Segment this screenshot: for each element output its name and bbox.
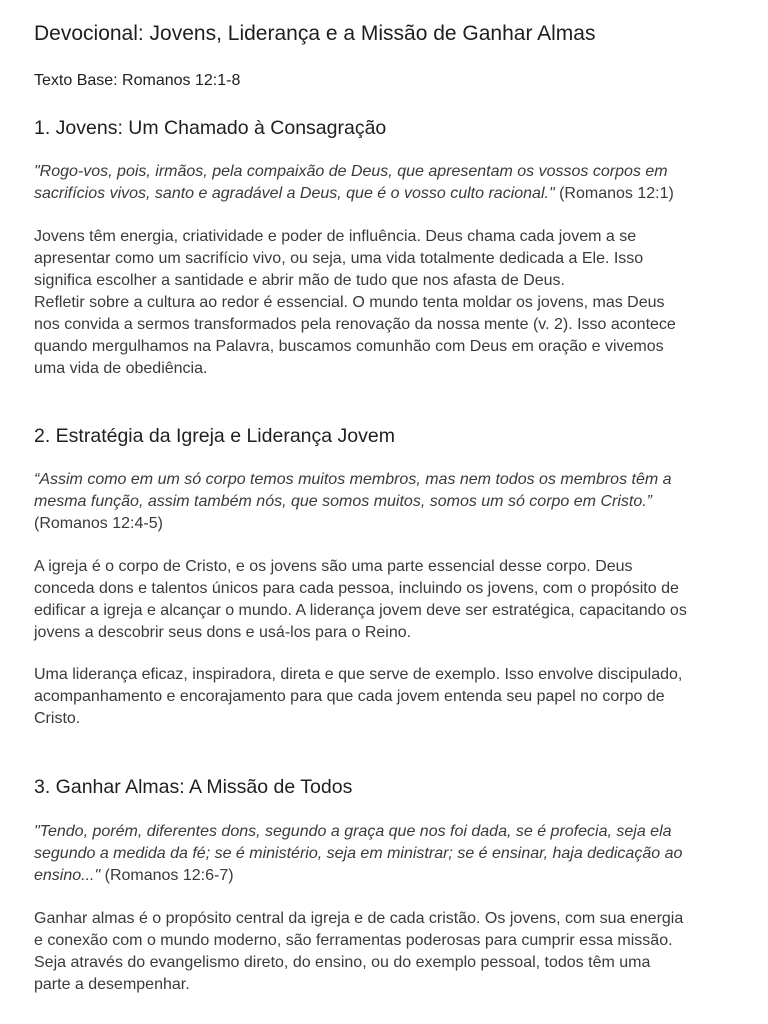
section-3-paragraph [34, 908, 734, 996]
paragraph-line: Jovens têm energia, criatividade e poder de influência. Deus chama cada jovem a se [34, 228, 637, 245]
quote-line: "Rogo-vos, pois, irmãos, pela compaixão de Deus, que apresentam os vossos corpos em [34, 163, 668, 180]
quote-line: “Assim como em um só corpo temos muitos membros, mas nem todos os membros têm a [34, 471, 672, 488]
quote-line: mesma função, assim também nós, que somos muitos, somos um só corpo em Cristo.” [34, 493, 652, 510]
section-2-heading: 2. Estratégia da Igreja e Liderança Jovem [34, 425, 395, 447]
quote-reference: (Romanos 12:4-5) [34, 515, 163, 532]
section-1-heading: 1. Jovens: Um Chamado à Consagração [34, 117, 387, 139]
paragraph-line: quando mergulhamos na Palavra, buscamos comunhão com Deus em oração e vivemos [34, 338, 664, 355]
paragraph-line: A igreja é o corpo de Cristo, e os jovens são uma parte essencial desse corpo. Deus [34, 558, 633, 575]
paragraph-line: edificar a igreja e alcançar o mundo. A liderança jovem deve ser estratégica, capacitando os [34, 602, 687, 619]
quote-line: segundo a medida da fé; se é ministério, seja em ministrar; se é ensinar, haja dedicação ao [34, 845, 683, 862]
section-3-heading: 3. Ganhar Almas: A Missão de Todos [34, 776, 353, 798]
quote-reference: (Romanos 12:1) [559, 185, 674, 202]
section-2-paragraph-2 [34, 664, 734, 730]
quote-line: ensino..." [34, 867, 101, 884]
paragraph-line: uma vida de obediência. [34, 360, 208, 377]
quote-line: "Tendo, porém, diferentes dons, segundo a graça que nos foi dada, se é profecia, seja ela [34, 823, 672, 840]
paragraph-line: acompanhamento e encorajamento para que cada jovem entenda seu papel no corpo de [34, 688, 665, 705]
paragraph-line: conceda dons e talentos únicos para cada pessoa, incluindo os jovens, com o propósito de [34, 580, 679, 597]
paragraph-line: Cristo. [34, 710, 81, 727]
paragraph-line: Uma liderança eficaz, inspiradora, direta e que serve de exemplo. Isso envolve discipulado, [34, 666, 683, 683]
paragraph-line: significa escolher a santidade e abrir mão de tudo que nos afasta de Deus. [34, 272, 565, 289]
section-3-quote [34, 821, 734, 887]
section-2-quote [34, 469, 734, 535]
paragraph-line: nos convida a sermos transformados pela renovação da nossa mente (v. 2). Isso acontece [34, 316, 676, 333]
paragraph-line: e conexão com o mundo moderno, são ferramentas poderosas para cumprir essa missão. [34, 932, 673, 949]
quote-line: sacrifícios vivos, santo e agradável a Deus, que é o vosso culto racional." [34, 185, 555, 202]
paragraph-line: parte a desempenhar. [34, 976, 190, 993]
section-2-paragraph-1 [34, 556, 734, 644]
paragraph-line: Seja através do evangelismo direto, do ensino, ou do exemplo pessoal, todos têm uma [34, 954, 651, 971]
paragraph-line: Refletir sobre a cultura ao redor é essencial. O mundo tenta moldar os jovens, mas Deus [34, 294, 665, 311]
document-title: Devocional: Jovens, Liderança e a Missão de Ganhar Almas [34, 22, 596, 45]
paragraph-line: Ganhar almas é o propósito central da igreja e de cada cristão. Os jovens, com sua energia [34, 910, 684, 927]
paragraph-line: apresentar como um sacrifício vivo, ou seja, uma vida totalmente dedicada a Ele. Isso [34, 250, 644, 267]
base-text: Texto Base: Romanos 12:1-8 [34, 72, 241, 89]
paragraph-line: jovens a descobrir seus dons e usá-los para o Reino. [34, 624, 412, 641]
section-1-quote [34, 161, 734, 205]
section-1-paragraph [34, 226, 734, 380]
quote-reference: (Romanos 12:6-7) [104, 867, 234, 884]
